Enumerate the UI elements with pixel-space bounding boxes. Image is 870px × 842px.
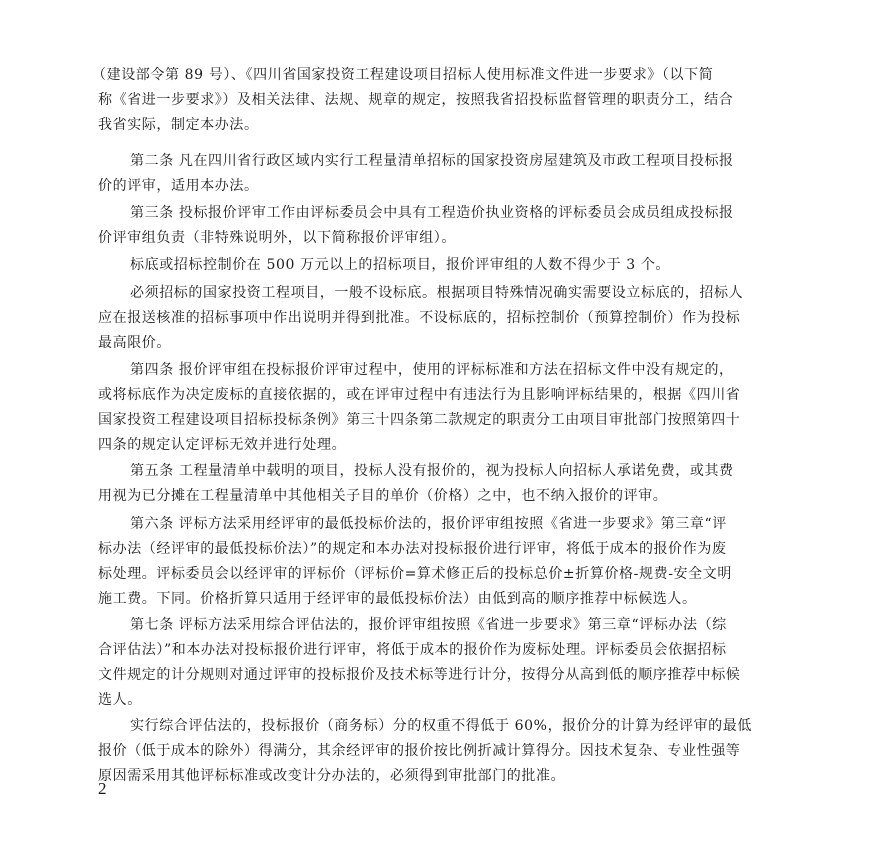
paragraph-article-2 xyxy=(98,149,778,199)
text-line: 价评审组负责（非特殊说明外，以下简称报价评审组）。 xyxy=(98,230,456,246)
text-line: 合评估法）”和本办法对投标报价进行评审，将低于成本的报价作为废标处理。评标委员会依据招标 xyxy=(98,642,727,658)
text-line: 文件规定的计分规则对通过评审的投标报价及技术标等进行计分，按得分从高到低的顺序推荐中标候 xyxy=(98,667,741,683)
text-line: 必须招标的国家投资工程项目，一般不设标底。根据项目特殊情况确实需要设立标底的，招标人 xyxy=(130,285,744,301)
text-line: 标办法（经评审的最低投标价法）”的规定和本办法对投标报价进行评审，将低于成本的报价作为废 xyxy=(98,541,727,557)
text-line: 标底或招标控制价在 500 万元以上的招标项目，报价评审组的人数不得少于 3 个。 xyxy=(130,257,671,273)
text-line: 第七条 评标方法采用综合评估法的，报价评审组按照《省进一步要求》第三章“评标办法（综 xyxy=(130,617,727,633)
text-line: 称《省进一步要求》）及相关法律、法规、规章的规定，按照我省招投标监督管理的职责分工，结合 xyxy=(98,92,734,108)
text-line: 或将标底作为决定废标的直接依据的，或在评审过程中有违法行为且影响评标结果的，根据《四川省 xyxy=(98,387,741,403)
text-line: 国家投资工程建设项目招标投标条例》第三十四条第二款规定的职责分工由项目审批部门按照第四十 xyxy=(98,412,741,428)
paragraph-article-6 xyxy=(98,512,778,612)
text-line: 用视为已分摊在工程量清单中其他相关子目的单价（价格）之中，也不纳入报价的评审。 xyxy=(98,488,668,504)
text-line: 标处理。评标委员会以经评审的评标价（评标价=算术修正后的投标总价±折算价格-规费-安全文明 xyxy=(98,566,732,582)
text-line: 价的评审，适用本办法。 xyxy=(98,178,259,194)
page-number: 2 xyxy=(98,779,107,798)
paragraph-article-5 xyxy=(98,459,778,509)
text-line: 第二条 凡在四川省行政区域内实行工程量清单招标的国家投资房屋建筑及市政工程项目投标报 xyxy=(130,153,734,169)
text-line: 报价（低于成本的除外）得满分，其余经评审的报价按比例折减计算得分。因技术复杂、专业性强等 xyxy=(98,743,741,759)
text-line: 选人。 xyxy=(98,692,142,708)
text-line: 我省实际，制定本办法。 xyxy=(98,117,259,133)
text-line: 原因需采用其他评标标准或改变计分办法的，必须得到审批部门的批准。 xyxy=(98,768,566,784)
text-line: 施工费。下同。价格折算只适用于经评审的最低投标价法）由低到高的顺序推荐中标候选人。 xyxy=(98,591,697,607)
paragraph-intro xyxy=(92,63,778,138)
text-line: 第四条 报价评审组在投标报价评审过程中，使用的评标标准和方法在招标文件中没有规定的， xyxy=(130,362,734,378)
text-line: 实行综合评估法的，投标报价（商务标）分的权重不得低于 60%，报价分的计算为经评审的最低 xyxy=(130,718,752,734)
text-line: 最高限价。 xyxy=(98,335,171,351)
text-line: （建设部令第 89 号）、《四川省国家投资工程建设项目招标人使用标准文件进一步要求》（以下简 xyxy=(92,67,714,83)
text-line: 应在报送核准的招标事项中作出说明并得到批准。不设标底的，招标控制价（预算控制价）作为投标 xyxy=(98,310,741,326)
paragraph-comprehensive-method xyxy=(98,714,778,789)
paragraph-base-price xyxy=(98,281,778,356)
paragraph-article-7 xyxy=(98,613,778,713)
paragraph-evaluation-group-size xyxy=(98,253,778,278)
text-line: 第三条 投标报价评审工作由评标委员会中具有工程造价执业资格的评标委员会成员组成投标报 xyxy=(130,205,734,221)
text-line: 四条的规定认定评标无效并进行处理。 xyxy=(98,437,347,453)
text-line: 第六条 评标方法采用经评审的最低投标价法的，报价评审组按照《省进一步要求》第三章“评 xyxy=(130,516,727,532)
paragraph-article-3 xyxy=(98,201,778,251)
text-line: 第五条 工程量清单中载明的项目，投标人没有报价的，视为投标人向招标人承诺免费，或其费 xyxy=(130,463,734,479)
paragraph-article-4 xyxy=(98,358,778,458)
